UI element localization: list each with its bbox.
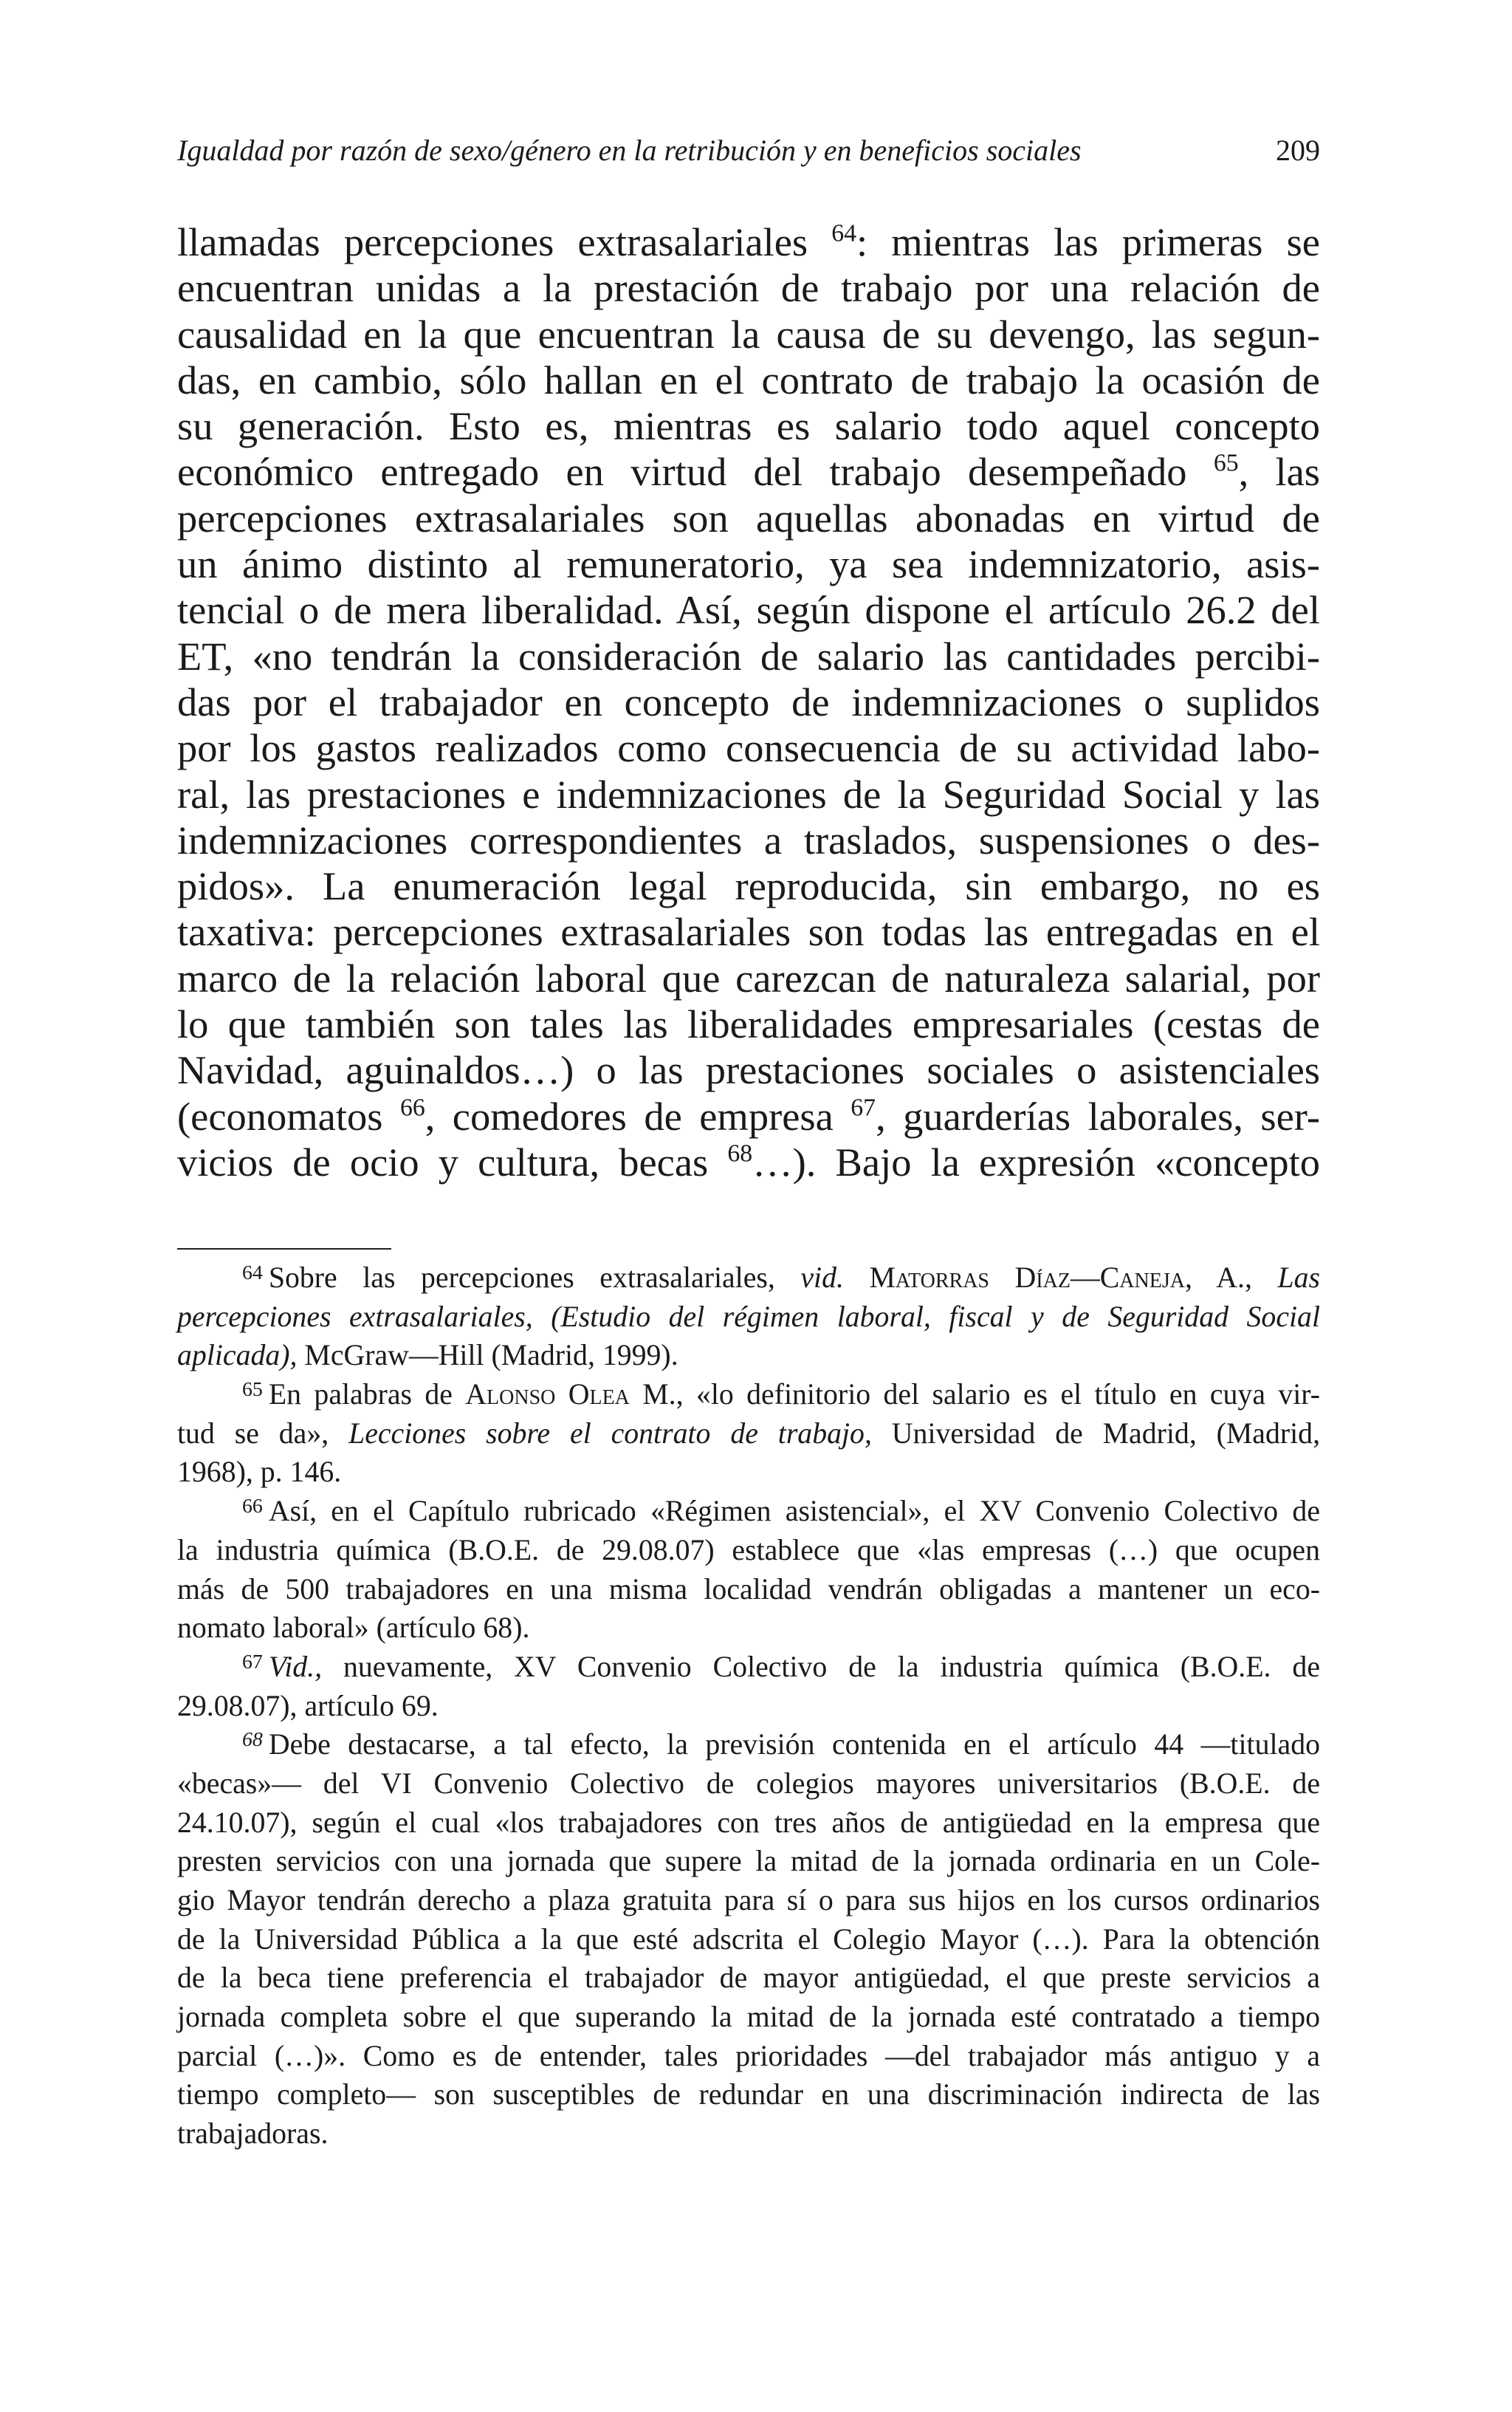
- footnote-number: 66: [242, 1494, 263, 1518]
- footnote-ref[interactable]: 67: [850, 1094, 876, 1122]
- footnote-line: más de 500 trabajadores en una misma localidad vendrán obligadas a mantener un eco-: [177, 1572, 1320, 1606]
- footnote-line: «becas»— del VI Convenio Colectivo de colegios mayores universitarios (B.O.E. de: [177, 1767, 1320, 1800]
- page-number: 209: [1276, 134, 1320, 167]
- body-line: encuentran unidas a la prestación de trabajo por una relación de: [177, 265, 1320, 311]
- body-line: das, en cambio, sólo hallan en el contrato de trabajo la ocasión de: [177, 357, 1320, 402]
- footnote-line: de la Universidad Pública a la que esté adscrita el Colegio Mayor (…). Para la obtención: [177, 1922, 1320, 1956]
- body-line: llamadas percepciones extrasalariales $^{64}$: mientras las primeras se: [177, 219, 1320, 264]
- body-line: por los gastos realizados como consecuencia de su actividad labo-: [177, 725, 1320, 771]
- footnote-line: 29.08.07), artículo 69.: [177, 1689, 439, 1722]
- footnote-line: gio Mayor tendrán derecho a plaza gratuita para sí o para sus hijos en los cursos ordinarios: [177, 1884, 1320, 1916]
- footnote-line: la industria química (B.O.E. de 29.08.07) establece que «las empresas (…) que ocupen: [177, 1533, 1320, 1566]
- footnote-line: jornada completa sobre el que superando la mitad de la jornada esté contratado a tiempo: [177, 2001, 1320, 2034]
- footnote-line: percepciones extrasalariales, (Estudio del régimen laboral, fiscal y de Seguridad Social: [177, 1300, 1320, 1333]
- body-line: (economatos $^{66}$, comedores de empresa $^{67}$, guarderías laborales, ser-: [177, 1093, 1320, 1139]
- body-line: tencial o de mera liberalidad. Así, según dispone el artículo 26.2 del: [177, 587, 1320, 633]
- footnote-number: 68: [242, 1728, 263, 1752]
- footnote-line: nomato laboral» (artículo 68).: [177, 1611, 530, 1645]
- footnote-separator: [177, 1248, 391, 1250]
- footnote-line: aplicada), McGraw—Hill (Madrid, 1999).: [177, 1339, 678, 1372]
- body-line: percepciones extrasalariales son aquellas abonadas en virtud de: [177, 495, 1320, 541]
- footnote-67: $^{67}$ Vid., nuevamente, XV Convenio Colectivo de la industria química (B.O.E. de: [242, 1650, 1320, 1683]
- footnote-64: $^{64}$ Sobre las percepciones extrasalariales, vid. Matorras Díaz—Caneja, A., Las: [242, 1261, 1320, 1294]
- footnote-line: de la beca tiene preferencia el trabajador de mayor antigüedad, el que preste servicios a: [177, 1962, 1320, 1995]
- body-line: Navidad, aguinaldos…) o las prestaciones sociales o asistenciales: [177, 1047, 1320, 1093]
- footnote-line: trabajadoras.: [177, 2117, 329, 2151]
- running-title: Igualdad por razón de sexo/género en la retribución y en beneficios sociales: [177, 134, 1082, 167]
- body-line: marco de la relación laboral que carezcan de naturaleza salarial, por: [177, 955, 1320, 1001]
- footnote-line: 24.10.07), según el cual «los trabajadores con tres años de antigüedad en la empresa que: [177, 1806, 1320, 1839]
- footnote-ref[interactable]: 65: [1213, 449, 1239, 477]
- body-line: ral, las prestaciones e indemnizaciones de la Seguridad Social y las: [177, 771, 1320, 817]
- body-line: lo que también son tales las liberalidades empresariales (cestas de: [177, 1001, 1320, 1047]
- footnote-number: 64: [242, 1261, 263, 1284]
- body-line: vicios de ocio y cultura, becas $^{68}$…). Bajo la expresión «concepto: [177, 1139, 1320, 1185]
- footnote-ref[interactable]: 68: [727, 1140, 753, 1168]
- body-line: taxativa: percepciones extrasalariales son todas las entregadas en el: [177, 909, 1320, 955]
- running-header: [177, 133, 1320, 168]
- footnote-ref[interactable]: 66: [399, 1094, 425, 1122]
- body-line: económico entregado en virtud del trabajo desempeñado $^{65}$, las: [177, 449, 1321, 495]
- footnote-line: presten servicios con una jornada que supere la mitad de la jornada ordinaria en un Cole-: [177, 1845, 1320, 1878]
- footnote-66: $^{66}$ Así, en el Capítulo rubricado «Régimen asistencial», el XV Convenio Colectivo de: [242, 1494, 1320, 1528]
- footnote-number: 67: [242, 1650, 263, 1673]
- footnote-number: 65: [242, 1377, 263, 1401]
- footnote-line: tud se da», Lecciones sobre el contrato de trabajo, Universidad de Madrid, (Madrid,: [177, 1416, 1321, 1450]
- footnote-68: $^{68}$ Debe destacarse, a tal efecto, la previsión contenida en el artículo 44 —titulado: [242, 1728, 1320, 1761]
- footnote-line: 1968), p. 146.: [177, 1456, 342, 1489]
- body-text: [177, 219, 1320, 1185]
- footnote-65: $^{65}$ En palabras de Alonso Olea M., «lo definitorio del salario es el título en cuya vir-: [242, 1377, 1321, 1411]
- body-line: indemnizaciones correspondientes a traslados, suspensiones o des-: [177, 817, 1320, 863]
- body-line: pidos». La enumeración legal reproducida, sin embargo, no es: [177, 863, 1320, 909]
- body-line: das por el trabajador en concepto de indemnizaciones o suplidos: [177, 679, 1320, 724]
- body-line: ET, «no tendrán la consideración de salario las cantidades percibi-: [177, 633, 1320, 679]
- footnote-line: tiempo completo— son susceptibles de redundar en una discriminación indirecta de las: [177, 2078, 1320, 2111]
- footnotes: [177, 1258, 1320, 2154]
- body-line: causalidad en la que encuentran la causa de su devengo, las segun-: [177, 311, 1320, 357]
- footnote-ref[interactable]: 64: [831, 219, 857, 247]
- body-line: un ánimo distinto al remuneratorio, ya sea indemnizatorio, asis-: [177, 541, 1320, 587]
- body-line: su generación. Esto es, mientras es salario todo aquel concepto: [177, 403, 1320, 449]
- footnote-line: parcial (…)». Como es de entender, tales prioridades —del trabajador más antiguo y a: [177, 2039, 1320, 2072]
